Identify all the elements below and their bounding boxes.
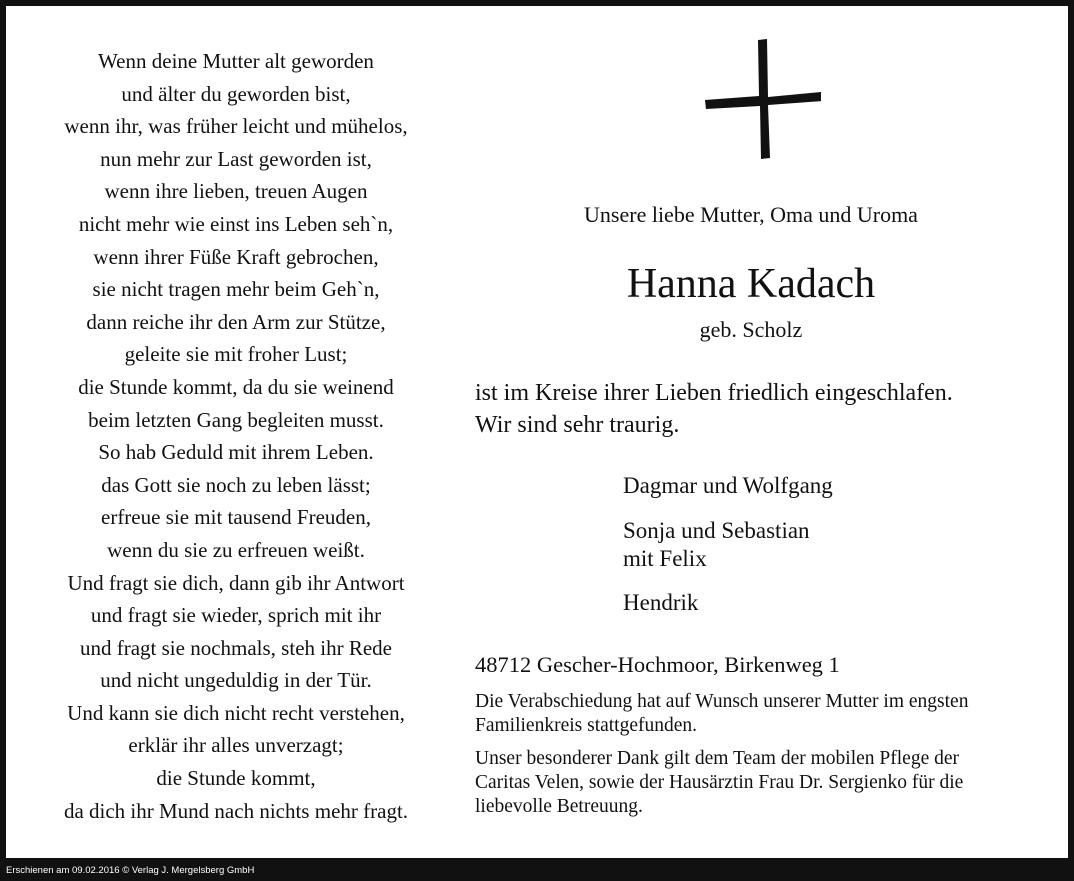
poem-line: wenn ihrer Füße Kraft gebrochen,	[93, 244, 379, 269]
announcement-line: ist im Kreise ihrer Lieben friedlich eingeschlafen.	[475, 380, 953, 406]
farewell-line: Familienkreis stattgefunden.	[475, 715, 698, 736]
thanks-line: Caritas Velen, sowie der Hausärztin Frau Dr. Sergienko für die	[475, 772, 964, 793]
poem-line: So hab Geduld mit ihrem Leben.	[98, 440, 374, 465]
cross-icon	[701, 39, 821, 159]
maiden-name: geb. Scholz	[699, 317, 803, 342]
farewell-line: Die Verabschiedung hat auf Wunsch unserer Mutter im engsten	[475, 691, 969, 712]
mourner-name: Sonja und Sebastian	[623, 518, 810, 543]
poem-line: beim letzten Gang begleiten musst.	[88, 407, 384, 432]
farewell-note	[475, 690, 1065, 738]
mourner-group	[623, 472, 833, 500]
poem-line: Und fragt sie dich, dann gib ihr Antwort	[67, 570, 405, 595]
poem-line: nicht mehr wie einst ins Leben seh`n,	[78, 211, 394, 236]
thanks-line: liebevolle Betreuung.	[475, 796, 643, 817]
poem-line: wenn ihre lieben, treuen Augen	[104, 179, 368, 204]
poem-line: und nicht ungeduldig in der Tür.	[100, 668, 372, 693]
poem-line: wenn ihr, was früher leicht und mühelos,	[64, 114, 408, 139]
thanks-line: Unser besonderer Dank gilt dem Team der mobilen Pflege der	[475, 748, 959, 769]
intro-line: Unsere liebe Mutter, Oma und Uroma	[584, 202, 918, 227]
poem-line: und älter du geworden bist,	[121, 81, 351, 106]
poem-line: das Gott sie noch zu leben lässt;	[101, 472, 371, 497]
obituary-card	[6, 6, 1068, 858]
deceased-name: Hanna Kadach	[626, 261, 876, 307]
poem-line: dann reiche ihr den Arm zur Stütze,	[86, 309, 386, 334]
poem-line: die Stunde kommt,	[156, 766, 316, 791]
mourner-name: mit Felix	[623, 546, 707, 571]
poem-line: Wenn deine Mutter alt geworden	[98, 49, 374, 73]
announcement	[475, 377, 953, 441]
thanks-note	[475, 747, 1065, 819]
mourner-name: Hendrik	[623, 590, 699, 615]
publication-credit: Erschienen am 09.02.2016 © Verlag J. Mergelsberg GmbH	[6, 865, 255, 876]
poem-line: nun mehr zur Last geworden ist,	[100, 146, 372, 171]
poem-line: erklär ihr alles unverzagt;	[128, 733, 344, 758]
poem-line: und fragt sie wieder, sprich mit ihr	[90, 603, 382, 628]
poem-line: wenn du sie zu erfreuen weißt.	[107, 537, 365, 562]
poem-line: und fragt sie nochmals, steh ihr Rede	[79, 635, 392, 660]
poem-line: erfreue sie mit tausend Freuden,	[101, 505, 371, 530]
poem	[36, 45, 436, 827]
poem-line: geleite sie mit froher Lust;	[124, 342, 348, 367]
poem-line: die Stunde kommt, da du sie weinend	[78, 374, 394, 399]
mourner-name: Dagmar und Wolfgang	[623, 473, 833, 498]
mourner-group	[623, 517, 810, 573]
poem-line: da dich ihr Mund nach nichts mehr fragt.	[63, 798, 409, 823]
address: 48712 Gescher-Hochmoor, Birkenweg 1	[475, 652, 840, 677]
poem-line: Und kann sie dich nicht recht verstehen,	[67, 700, 405, 725]
poem-line: sie nicht tragen mehr beim Geh`n,	[92, 277, 380, 302]
announcement-line: Wir sind sehr traurig.	[475, 412, 680, 438]
mourner-group	[623, 589, 698, 617]
